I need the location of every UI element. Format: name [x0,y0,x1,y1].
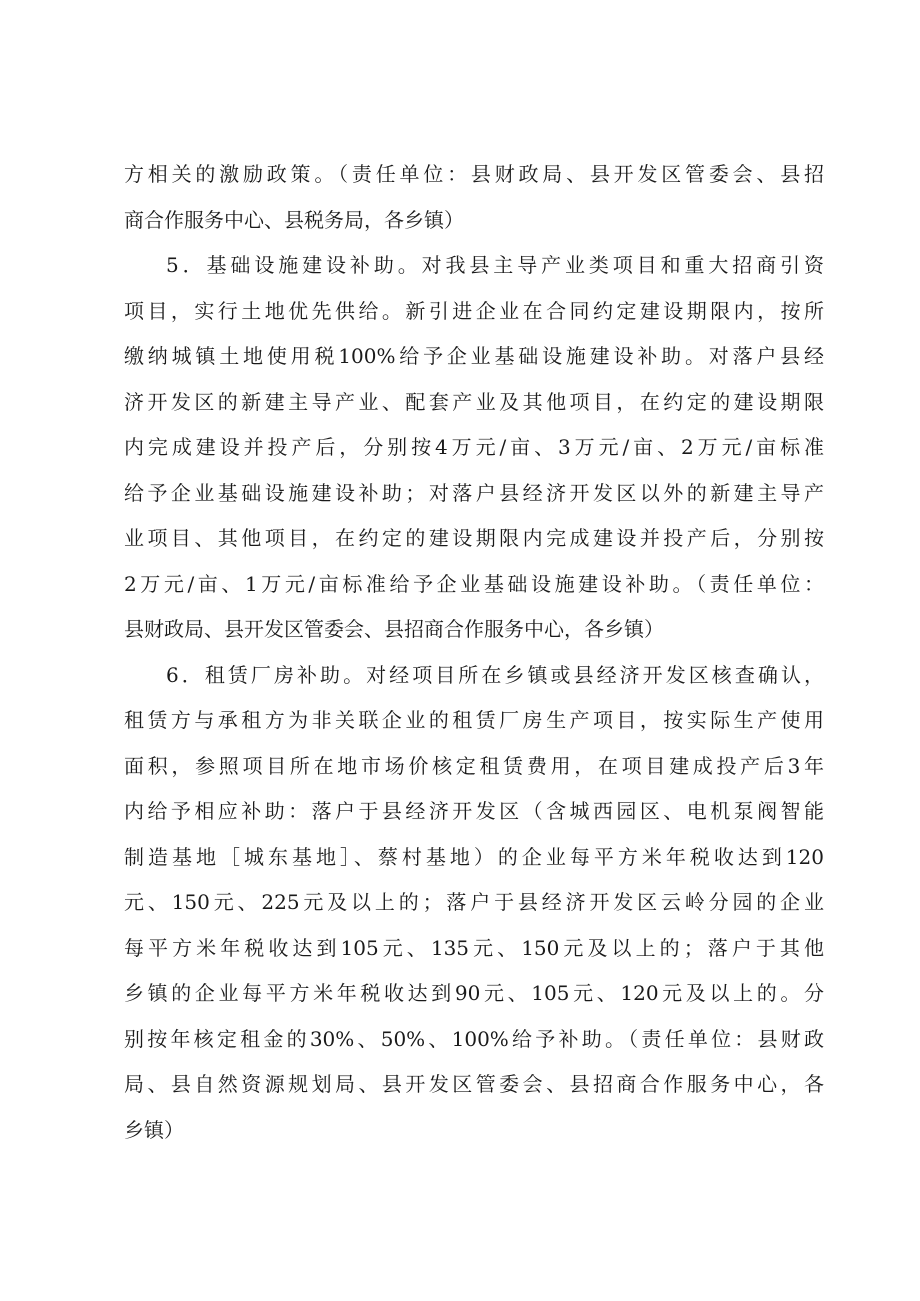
text-line: 面积，参照项目所在地市场价核定租赁费用，在项目建成投产后3年 [124,753,824,778]
text-line: 缴纳城镇土地使用税100%给予企业基础设施建设补助。对落户县经 [124,344,824,368]
text-line: 每平方米年税收达到105元、135元、150元及以上的；落户于其他 [124,935,824,960]
text-line: 给予企业基础设施建设补助；对落户县经济开发区以外的新建主导产 [124,480,824,505]
paragraph-5-heading-line: 5．基础设施建设补助。对我县主导产业类项目和重大招商引资 [166,253,824,277]
text-line: 项目，实行土地优先供给。新引进企业在合同约定建设期限内，按所 [124,298,824,323]
text-line: 元、150元、225元及以上的；落户于县经济开发区云岭分园的企业 [124,890,824,914]
text-line: 商合作服务中心、县税务局，各乡镇） [124,207,464,232]
text-line: 制造基地［城东基地］、蔡村基地）的企业每平方米年税收达到120 [124,844,824,869]
text-line: 县财政局、县开发区管委会、县招商合作服务中心，各乡镇） [124,617,664,641]
text-line: 2万元/亩、1万元/亩标准给予企业基础设施建设补助。（责任单位： [124,571,824,596]
text-line: 乡镇） [124,1117,184,1142]
text-line: 业项目、其他项目，在约定的建设期限内完成建设并投产后，分别按 [124,526,824,550]
text-line: 方相关的激励政策。（责任单位：县财政局、县开发区管委会、县招 [124,162,824,186]
text-line: 别按年核定租金的30%、50%、100%给予补助。（责任单位：县财政 [124,1026,824,1051]
document-body [124,152,824,1153]
text-line: 内完成建设并投产后，分别按4万元/亩、3万元/亩、2万元/亩标准 [124,435,824,459]
paragraph-6-heading-line: 6．租赁厂房补助。对经项目所在乡镇或县经济开发区核查确认， [166,662,824,687]
text-line: 乡镇的企业每平方米年税收达到90元、105元、120元及以上的。分 [124,981,824,1005]
text-line: 租赁方与承租方为非关联企业的租赁厂房生产项目，按实际生产使用 [124,708,824,732]
text-line: 局、县自然资源规划局、县开发区管委会、县招商合作服务中心，各 [124,1072,824,1096]
text-line: 济开发区的新建主导产业、配套产业及其他项目，在约定的建设期限 [124,389,824,414]
text-line: 内给予相应补助：落户于县经济开发区（含城西园区、电机泵阀智能 [124,799,824,823]
